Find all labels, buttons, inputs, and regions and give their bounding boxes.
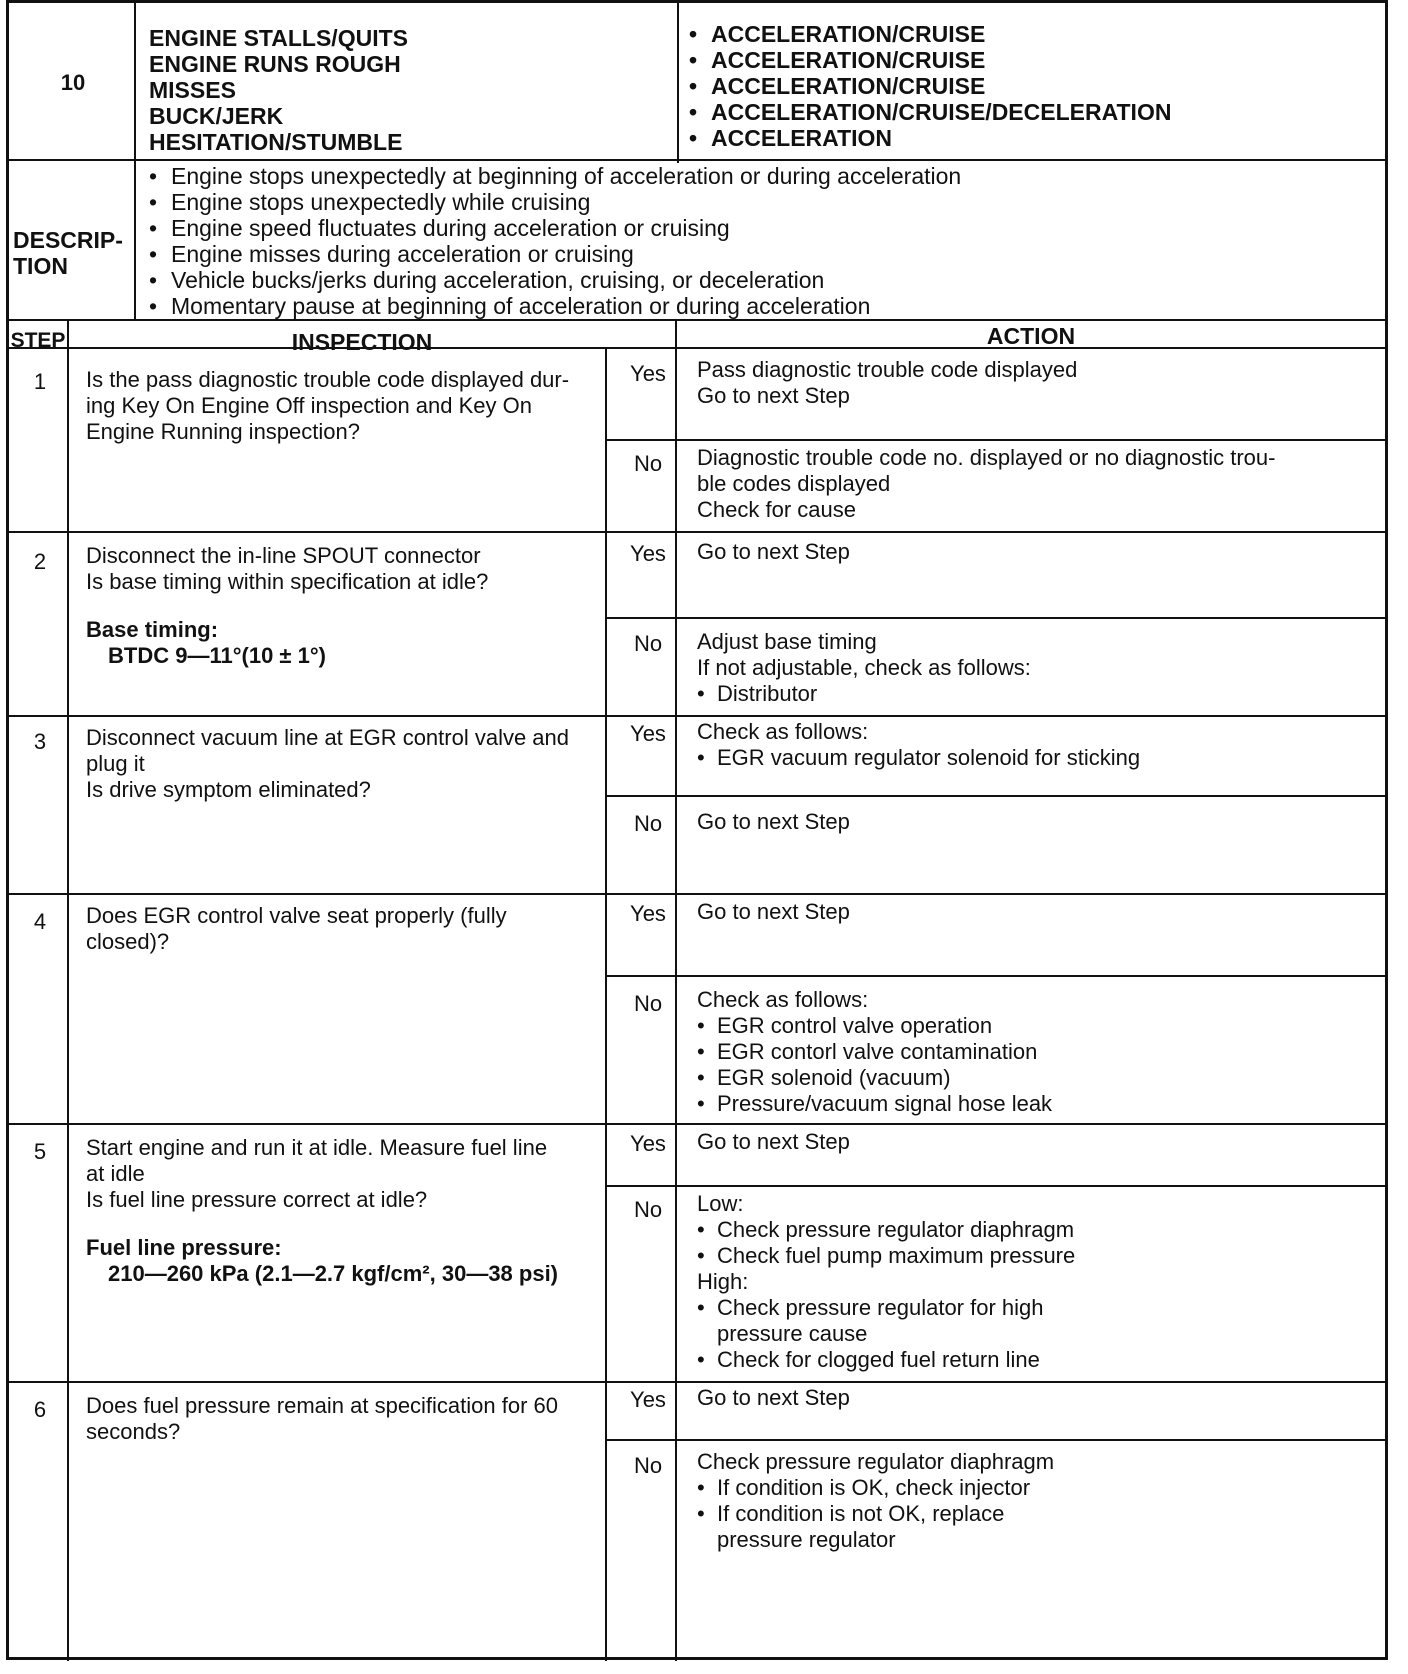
yes-action <box>697 1129 1387 1155</box>
divider <box>9 159 1385 161</box>
spec-value: BTDC 9—11°(10 ± 1°) <box>108 643 326 668</box>
description-label <box>13 227 123 279</box>
yes-label: Yes <box>630 361 666 386</box>
no-label: No <box>633 631 663 656</box>
column-header-step: STEP <box>10 329 66 352</box>
action-line: Go to next Step <box>697 809 850 834</box>
divider <box>605 795 1385 797</box>
inspection-question: Does EGR control valve seat properly (fully closed)? <box>86 903 507 954</box>
action-bullet: • If condition is not OK, replace <box>697 1501 1387 1527</box>
condition-item: • ACCELERATION/CRUISE <box>689 47 1171 73</box>
action-line: Go to next Step <box>697 1129 850 1154</box>
divider <box>605 439 1385 441</box>
divider <box>677 3 679 163</box>
action-bullet: • EGR contorl valve contamination <box>697 1039 1387 1065</box>
description-label-line: DESCRIP- <box>13 227 123 253</box>
action-bullet: • EGR vacuum regulator solenoid for sticking <box>697 745 1387 771</box>
divider <box>9 1123 1385 1125</box>
action-line: Go to next Step <box>697 539 850 564</box>
action-bullet: • Check pressure regulator diaphragm <box>697 1217 1387 1243</box>
spec-label: Fuel line pressure: <box>86 1235 282 1260</box>
inspection-question: Start engine and run it at idle. Measure fuel line at idle Is fuel line pressure correct at idle? <box>86 1135 548 1212</box>
step-number: 4 <box>33 909 47 934</box>
action-line: Diagnostic trouble code no. displayed or no diagnostic trou- <box>697 445 1276 470</box>
action-line: Check as follows: <box>697 719 869 744</box>
action-line: Pass diagnostic trouble code displayed <box>697 357 1078 382</box>
description-item: • Engine misses during acceleration or cruising <box>149 241 961 267</box>
divider <box>9 715 1385 717</box>
description-item: • Engine stops unexpectedly at beginning of acceleration or during acceleration <box>149 163 961 189</box>
no-action <box>697 445 1387 523</box>
step-inspection <box>86 903 616 955</box>
action-bullet: • If condition is OK, check injector <box>697 1475 1387 1501</box>
condition-list <box>689 21 1171 151</box>
yes-label: Yes <box>630 1387 666 1412</box>
symptom-list <box>149 25 408 155</box>
action-bullet: • EGR solenoid (vacuum) <box>697 1065 1387 1091</box>
action-continuation: pressure regulator <box>717 1527 896 1552</box>
step-number: 1 <box>33 369 47 394</box>
action-line: Check pressure regulator diaphragm <box>697 1449 1055 1474</box>
action-line: Low: <box>697 1191 744 1216</box>
action-bullet: • EGR control valve operation <box>697 1013 1387 1039</box>
inspection-question: Is the pass diagnostic trouble code displayed dur- ing Key On Engine Off inspection and Key On Engine Running inspection? <box>86 367 570 444</box>
action-line: Go to next Step <box>697 1385 850 1410</box>
no-label: No <box>633 1453 663 1478</box>
column-header-inspection: INSPECTION <box>291 329 433 355</box>
yes-label: Yes <box>630 541 666 566</box>
no-action <box>697 809 1387 835</box>
no-action <box>697 1449 1387 1553</box>
no-action <box>697 629 1387 707</box>
yes-label: Yes <box>630 901 666 926</box>
column-header-action: ACTION <box>986 323 1076 349</box>
description-list <box>149 163 961 319</box>
description-item: • Vehicle bucks/jerks during acceleration, cruising, or deceleration <box>149 267 961 293</box>
step-number: 3 <box>33 729 47 754</box>
step-inspection <box>86 1393 616 1445</box>
symptom-item: BUCK/JERK <box>149 103 284 129</box>
condition-item: • ACCELERATION/CRUISE/DECELERATION <box>689 99 1171 125</box>
description-item: • Engine speed fluctuates during acceleration or cruising <box>149 215 961 241</box>
inspection-question: Disconnect the in-line SPOUT connector Is base timing within specification at idle? <box>86 543 489 594</box>
step-inspection <box>86 1135 616 1287</box>
condition-item: • ACCELERATION <box>689 125 1171 151</box>
divider <box>67 321 69 1661</box>
step-inspection <box>86 543 616 669</box>
divider <box>605 975 1385 977</box>
action-line: High: <box>697 1269 749 1294</box>
no-label: No <box>633 451 663 476</box>
symptom-item: HESITATION/STUMBLE <box>149 129 403 155</box>
no-label: No <box>633 1197 663 1222</box>
symptom-item: ENGINE STALLS/QUITS <box>149 25 408 51</box>
condition-item: • ACCELERATION/CRUISE <box>689 73 1171 99</box>
action-line: If not adjustable, check as follows: <box>697 655 1031 680</box>
action-bullet: • Check for clogged fuel return line <box>697 1347 1387 1373</box>
divider <box>9 531 1385 533</box>
yes-label: Yes <box>630 1131 666 1156</box>
action-line: ble codes displayed <box>697 471 891 496</box>
action-line: Go to next Step <box>697 899 850 924</box>
yes-action <box>697 1385 1387 1411</box>
spec-value: 210—260 kPa (2.1—2.7 kgf/cm², 30—38 psi) <box>108 1261 559 1286</box>
yes-label: Yes <box>630 721 666 746</box>
step-number: 2 <box>33 549 47 574</box>
action-line: Go to next Step <box>697 383 850 408</box>
yes-action <box>697 357 1387 409</box>
divider <box>9 893 1385 895</box>
action-line: Check as follows: <box>697 987 869 1012</box>
yes-action <box>697 719 1387 771</box>
step-number: 5 <box>33 1139 47 1164</box>
action-bullet: • Pressure/vacuum signal hose leak <box>697 1091 1387 1117</box>
no-label: No <box>633 991 663 1016</box>
description-label-line: TION <box>13 253 68 279</box>
divider <box>605 1439 1385 1441</box>
action-line: Check for cause <box>697 497 856 522</box>
condition-item: • ACCELERATION/CRUISE <box>689 21 1171 47</box>
yes-action <box>697 539 1387 565</box>
action-line: Adjust base timing <box>697 629 877 654</box>
divider <box>9 319 1385 321</box>
divider <box>9 1381 1385 1383</box>
symptom-number: 10 <box>60 70 86 95</box>
action-bullet: • Check fuel pump maximum pressure <box>697 1243 1387 1269</box>
spec-label: Base timing: <box>86 617 219 642</box>
action-bullet: • Distributor <box>697 681 1387 707</box>
inspection-question: Disconnect vacuum line at EGR control valve and plug it Is drive symptom eliminated? <box>86 725 570 802</box>
symptom-item: ENGINE RUNS ROUGH <box>149 51 401 77</box>
step-inspection <box>86 725 616 803</box>
description-item: • Engine stops unexpectedly while cruising <box>149 189 961 215</box>
description-item: • Momentary pause at beginning of acceleration or during acceleration <box>149 293 961 319</box>
diagnostic-table <box>6 0 1388 1660</box>
yes-action <box>697 899 1387 925</box>
no-action <box>697 987 1387 1117</box>
divider <box>605 1185 1385 1187</box>
no-action <box>697 1191 1387 1373</box>
divider <box>605 617 1385 619</box>
no-label: No <box>633 811 663 836</box>
symptom-item: MISSES <box>149 77 236 103</box>
action-bullet: • Check pressure regulator for high <box>697 1295 1387 1321</box>
step-inspection <box>86 367 616 445</box>
action-continuation: pressure cause <box>717 1321 868 1346</box>
inspection-question: Does fuel pressure remain at specification for 60 seconds? <box>86 1393 559 1444</box>
step-number: 6 <box>33 1397 47 1422</box>
